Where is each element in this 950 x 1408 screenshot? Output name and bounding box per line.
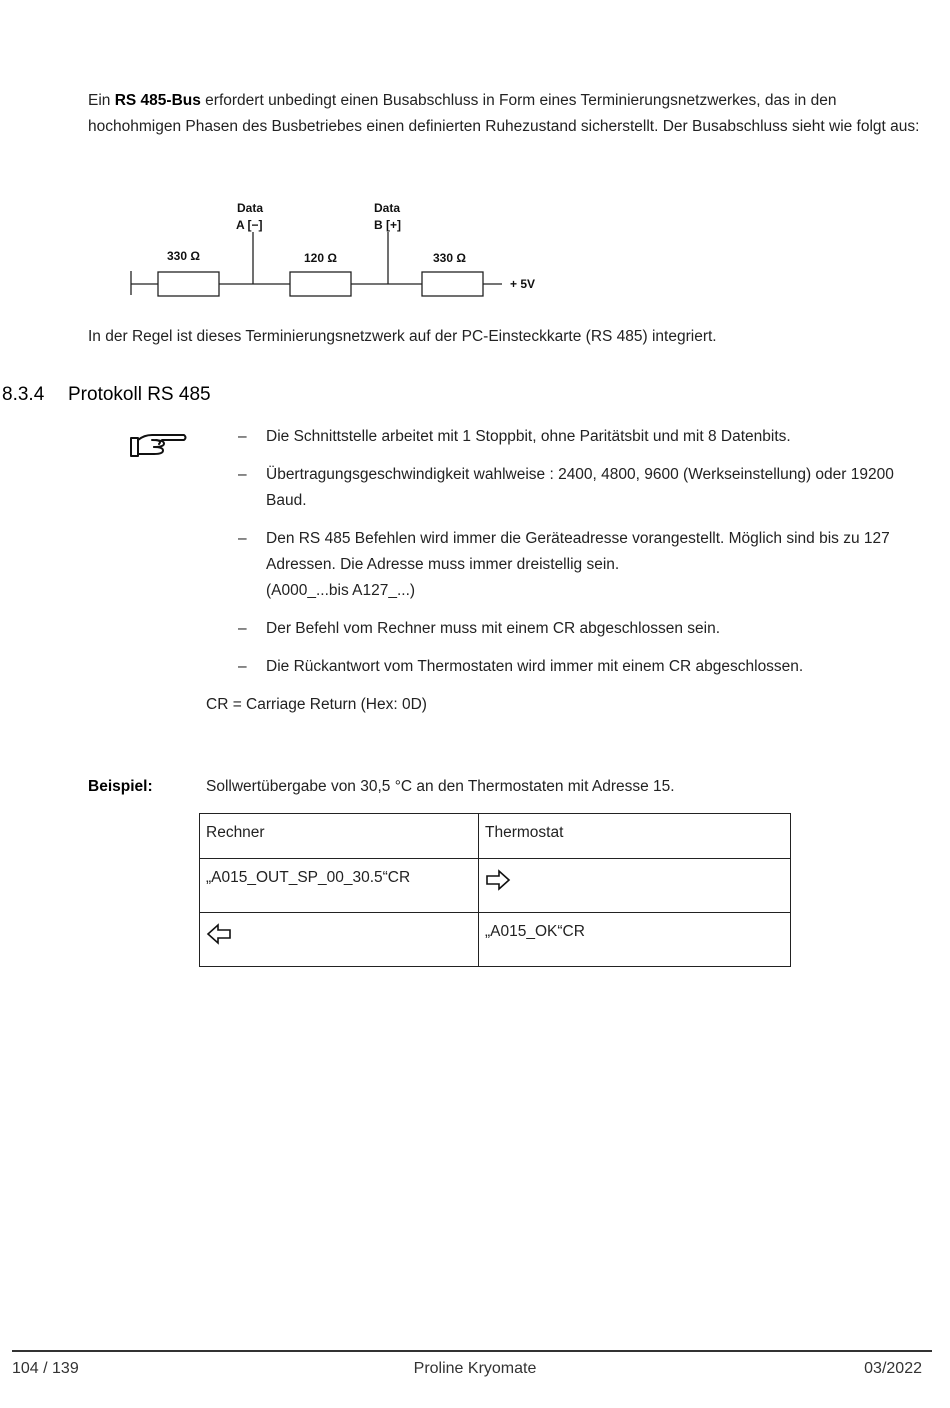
resistor-330-left-label: 330 Ω xyxy=(167,249,200,263)
response-cell: „A015_OK“CR xyxy=(479,913,791,967)
cr-definition: CR = Carriage Return (Hex: 0D) xyxy=(206,696,427,713)
protocol-list xyxy=(238,424,918,692)
direction-cell xyxy=(479,859,791,913)
example-description: Sollwertübergabe von 30,5 °C an den Thermostaten mit Adresse 15. xyxy=(206,778,675,795)
resistor-330-right xyxy=(422,272,483,296)
intro-paragraph xyxy=(88,88,923,140)
list-item-text: Der Befehl vom Rechner muss mit einem CR abgeschlossen sein. xyxy=(266,620,720,637)
header-rechner: Rechner xyxy=(200,814,479,859)
direction-cell xyxy=(200,913,479,967)
list-item xyxy=(238,654,918,680)
table-row xyxy=(200,913,791,967)
example-table xyxy=(199,813,791,967)
list-dash: – xyxy=(238,620,247,637)
command-cell: „A015_OUT_SP_00_30.5“CR xyxy=(200,859,479,913)
data-b-polarity: B [+] xyxy=(374,218,401,232)
pointing-hand-icon xyxy=(128,428,188,460)
list-item xyxy=(238,462,918,514)
intro-text-end: erfordert unbedingt einen Busabschluss in Form eines Terminierungsnetzwerkes, das in den hochohmigen Phasen des Busbetriebes einen definierten Ruhezustand sicherstellt. Der Busabschluss sieht wie folgt aus: xyxy=(88,92,920,135)
list-dash: – xyxy=(238,466,247,483)
list-dash: – xyxy=(238,428,247,445)
list-dash: – xyxy=(238,658,247,675)
arrow-right-icon xyxy=(485,869,511,891)
intro-bold-term: RS 485-Bus xyxy=(114,92,201,109)
list-item-text: Übertragungsgeschwindigkeit wahlweise : 2400, 4800, 9600 (Werkseinstellung) oder 19200 Baud. xyxy=(266,466,894,509)
data-a-polarity: A [−] xyxy=(236,218,263,232)
list-item xyxy=(238,424,918,450)
integration-note: In der Regel ist dieses Terminierungsnetzwerk auf der PC-Einsteckkarte (RS 485) integriert. xyxy=(88,328,717,345)
list-item-text: Die Rückantwort vom Thermostaten wird immer mit einem CR abgeschlossen. xyxy=(266,658,804,675)
data-b-label: Data xyxy=(374,201,401,215)
header-thermostat: Thermostat xyxy=(479,814,791,859)
address-range: (A000_...bis A127_...) xyxy=(266,582,416,599)
termination-network-diagram xyxy=(120,196,560,306)
list-item-text: Die Schnittstelle arbeitet mit 1 Stoppbit, ohne Paritätsbit und mit 8 Datenbits. xyxy=(266,428,791,445)
resistor-330-right-label: 330 Ω xyxy=(433,251,466,265)
resistor-120 xyxy=(290,272,351,296)
document-date: 03/2022 xyxy=(864,1360,922,1377)
list-dash: – xyxy=(238,530,247,547)
table-row xyxy=(200,859,791,913)
section-heading xyxy=(2,384,211,406)
intro-text-start: Ein xyxy=(88,92,115,109)
arrow-left-icon xyxy=(206,923,232,945)
product-name: Proline Kryomate xyxy=(413,1360,537,1377)
footer-divider xyxy=(12,1350,932,1352)
section-title: Protokoll RS 485 xyxy=(68,384,211,405)
list-item xyxy=(238,616,918,642)
list-item-text: Den RS 485 Befehlen wird immer die Geräteadresse vorangestellt. Möglich sind bis zu 127 Adressen. Die Adresse muss immer dreistellig sein. xyxy=(266,530,890,573)
table-header-row xyxy=(200,814,791,859)
section-number: 8.3.4 xyxy=(2,384,45,405)
resistor-330-left xyxy=(158,272,219,296)
supply-label: + 5V xyxy=(510,277,536,291)
list-item xyxy=(238,526,918,604)
example-label: Beispiel: xyxy=(88,778,153,795)
page-number: 104 / 139 xyxy=(12,1360,79,1377)
data-a-label: Data xyxy=(237,201,264,215)
resistor-120-label: 120 Ω xyxy=(304,251,337,265)
